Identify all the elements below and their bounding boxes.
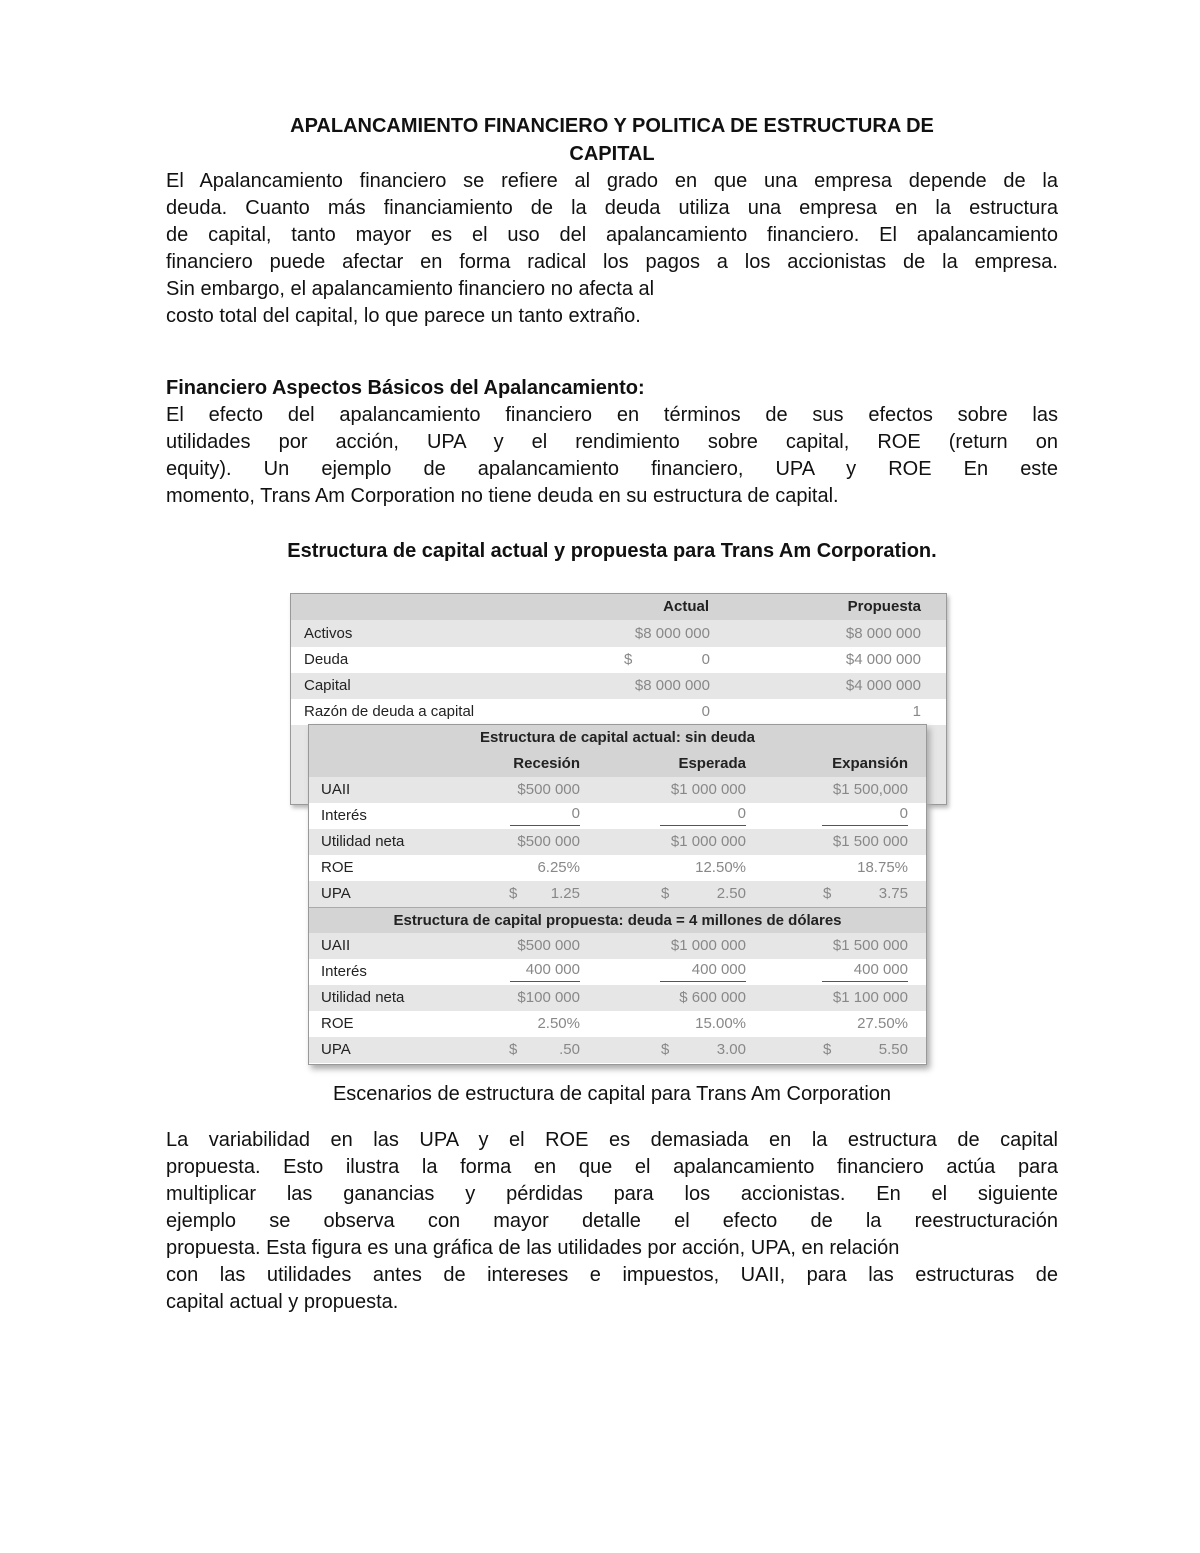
table-row — [309, 829, 926, 855]
scenario-value: 6.25% — [537, 859, 580, 876]
currency-sign: $ — [823, 885, 832, 902]
section1-title: Estructura de capital actual: sin deuda — [317, 725, 918, 752]
paragraph-line: propuesta. Esto ilustra la forma en que el apalancamiento financiero actúa para — [166, 1156, 1058, 1178]
scenario-value: 400 000 — [510, 959, 580, 982]
table-row — [309, 985, 926, 1011]
paragraph-line: El Apalancamiento financiero se refiere al grado en que una empresa depende de la — [166, 170, 1058, 192]
row-label: Razón de deuda a capital — [304, 703, 475, 720]
propuesta-value: $4 000 000 — [845, 677, 921, 694]
table-row — [309, 959, 926, 985]
currency-sign: $ — [509, 1041, 518, 1058]
scenario-value: 0 — [822, 803, 908, 826]
table-row — [309, 933, 926, 959]
header-recesion: Recesión — [513, 755, 580, 772]
paragraph-line: La variabilidad en las UPA y el ROE es demasiada en la estructura de capital — [166, 1129, 1058, 1151]
scenario-value: 12.50% — [695, 859, 746, 876]
header-esperada: Esperada — [678, 755, 746, 772]
row-label: Capital — [304, 677, 351, 694]
paragraph-line: con las utilidades antes de intereses e impuestos, UAII, para las estructuras de — [166, 1264, 1058, 1286]
scenario-value: $1 100 000 — [832, 989, 908, 1006]
row-label: UAII — [321, 781, 351, 798]
scenario-value: $1 000 000 — [670, 937, 746, 954]
table-row — [309, 1037, 926, 1063]
table-row — [309, 881, 926, 907]
actual-value: $8 000 000 — [634, 677, 710, 694]
table-row — [309, 777, 926, 803]
paragraph-line: ejemplo se observa con mayor detalle el efecto de la reestructuración — [166, 1210, 1058, 1232]
scenario-value: 15.00% — [695, 1015, 746, 1032]
scenario-value: $1 500 000 — [832, 833, 908, 850]
row-label: Deuda — [304, 651, 349, 668]
scenario-value: $500 000 — [517, 781, 580, 798]
paragraph-line: momento, Trans Am Corporation no tiene deuda en su estructura de capital. — [166, 485, 839, 507]
scenario-value: 2.50% — [537, 1015, 580, 1032]
table-row — [309, 855, 926, 881]
section-heading: Financiero Aspectos Básicos del Apalancamiento: — [166, 377, 645, 399]
header-propuesta: Propuesta — [847, 598, 921, 615]
paragraph-line: de capital, tanto mayor es el uso del apalancamiento financiero. El apalancamiento — [166, 224, 1058, 246]
currency-sign: $ — [823, 1041, 832, 1058]
scenario-value: $500 000 — [517, 937, 580, 954]
paragraph-line: capital actual y propuesta. — [166, 1291, 399, 1313]
currency-sign: $ — [661, 1041, 670, 1058]
paragraph-line: propuesta. Esta figura es una gráfica de las utilidades por acción, UPA, en relación — [166, 1237, 900, 1259]
paragraph-line: deuda. Cuanto más financiamiento de la deuda utiliza una empresa en la estructura — [166, 197, 1058, 219]
paragraph-line: costo total del capital, lo que parece un tanto extraño. — [166, 305, 641, 327]
scenario-value: 3.00 — [716, 1041, 746, 1058]
propuesta-value: $4 000 000 — [845, 651, 921, 668]
row-label: UPA — [321, 1041, 351, 1058]
scenario-value: 18.75% — [857, 859, 908, 876]
section2-title: Estructura de capital propuesta: deuda = 4 millones de dólares — [393, 912, 842, 929]
row-label: UPA — [321, 885, 351, 902]
scenario-value: .50 — [559, 1041, 580, 1058]
scenario-value: $1 500,000 — [832, 781, 908, 798]
scenarios-table — [308, 724, 927, 1065]
scenario-value: $500 000 — [517, 833, 580, 850]
header-actual: Actual — [663, 598, 709, 615]
actual-value: 0 — [701, 703, 710, 720]
propuesta-value: 1 — [912, 703, 921, 720]
row-label: UAII — [321, 937, 351, 954]
actual-value: $8 000 000 — [634, 625, 710, 642]
scenario-value: 400 000 — [822, 959, 908, 982]
table-row — [291, 647, 946, 673]
scenario-value: $1 000 000 — [670, 833, 746, 850]
document-title-line-2: CAPITAL — [569, 143, 655, 165]
row-label: Interés — [321, 807, 367, 824]
scenario-value: 0 — [660, 803, 746, 826]
table-row — [291, 699, 946, 725]
document-title-line-1: APALANCAMIENTO FINANCIERO Y POLITICA DE ESTRUCTURA DE — [290, 115, 934, 137]
currency-sign: $ — [661, 885, 670, 902]
scenario-value: $100 000 — [517, 989, 580, 1006]
row-label: ROE — [321, 1015, 354, 1032]
scenario-value: 400 000 — [660, 959, 746, 982]
table-row — [291, 621, 946, 647]
paragraph-line: multiplicar las ganancias y pérdidas para los accionistas. En el siguiente — [166, 1183, 1058, 1205]
scenario-value: $1 500 000 — [832, 937, 908, 954]
scenario-value: $ 600 000 — [679, 989, 746, 1006]
section2-title-row — [309, 907, 926, 935]
scenario-value: 27.50% — [857, 1015, 908, 1032]
row-label: Utilidad neta — [321, 833, 405, 850]
actual-value: 0 — [701, 651, 710, 668]
table-row — [309, 1011, 926, 1037]
paragraph-line: financiero puede afectar en forma radical los pagos a los accionistas de la empresa. — [166, 251, 1058, 273]
row-label: Interés — [321, 963, 367, 980]
section1-title-row — [309, 725, 926, 751]
row-label: Activos — [304, 625, 353, 642]
table-header-row — [291, 594, 946, 620]
scenario-value: 3.75 — [878, 885, 908, 902]
scenario-value: 2.50 — [716, 885, 746, 902]
table-row — [309, 803, 926, 829]
paragraph-line: El efecto del apalancamiento financiero en términos de sus efectos sobre las — [166, 404, 1058, 426]
scenario-value: 0 — [510, 803, 580, 826]
header-expansion: Expansión — [832, 755, 908, 772]
row-label: ROE — [321, 859, 354, 876]
table-caption: Escenarios de estructura de capital para Trans Am Corporation — [332, 1083, 892, 1105]
currency-sign: $ — [509, 885, 518, 902]
paragraph-line: Sin embargo, el apalancamiento financiero no afecta al — [166, 278, 655, 300]
scenario-header-row — [309, 751, 926, 777]
currency-sign: $ — [624, 651, 633, 668]
paragraph-line: equity). Un ejemplo de apalancamiento financiero, UPA y ROE En este — [166, 458, 1058, 480]
scenario-value: 5.50 — [878, 1041, 908, 1058]
scenario-value: 1.25 — [550, 885, 580, 902]
scenario-value: $1 000 000 — [670, 781, 746, 798]
propuesta-value: $8 000 000 — [845, 625, 921, 642]
table-row — [291, 673, 946, 699]
table-heading: Estructura de capital actual y propuesta para Trans Am Corporation. — [287, 540, 937, 562]
row-label: Utilidad neta — [321, 989, 405, 1006]
paragraph-line: utilidades por acción, UPA y el rendimiento sobre capital, ROE (return on — [166, 431, 1058, 453]
